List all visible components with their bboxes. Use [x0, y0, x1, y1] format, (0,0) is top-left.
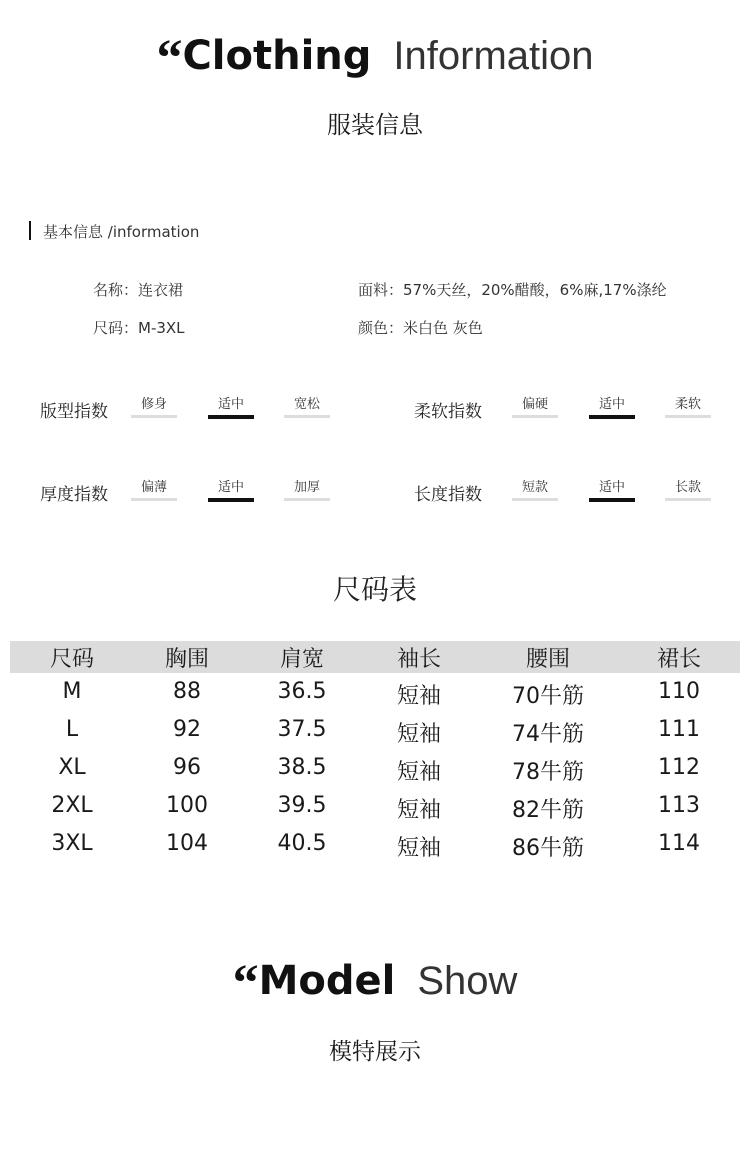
table-cell: 92 [173, 717, 201, 742]
table-cell: 短袖 [396, 836, 441, 861]
info-name: 名称：连衣裙 [93, 281, 184, 299]
index-line [131, 415, 177, 418]
index-title: 长度指数 [414, 485, 482, 505]
index-option: 长款 [674, 480, 701, 495]
index-selected-line [208, 415, 254, 419]
index-option: 柔软 [674, 397, 701, 412]
heading-bold-word: Model [258, 958, 396, 1004]
table-cell: 37.5 [277, 717, 327, 742]
index-line [131, 498, 177, 501]
table-cell: 104 [166, 831, 208, 856]
table-cell: 38.5 [277, 755, 327, 780]
table-cell: 112 [658, 755, 700, 780]
section-marker-bar [29, 221, 31, 240]
table-cell: 74牛筋 [512, 722, 584, 747]
index-title: 柔软指数 [414, 402, 482, 422]
table-cell: 96 [173, 755, 201, 780]
index-line [665, 415, 711, 418]
index-line [284, 498, 330, 501]
table-header-cell: 尺码 [49, 647, 94, 672]
model-heading [0, 955, 750, 1012]
index-option: 加厚 [293, 480, 320, 495]
index-option: 偏薄 [140, 480, 167, 495]
table-cell: 110 [658, 679, 700, 704]
table-cell: 70牛筋 [512, 684, 584, 709]
table-header-cell: 腰围 [525, 647, 570, 672]
table-cell: 40.5 [277, 831, 327, 856]
index-title: 厚度指数 [40, 485, 108, 505]
index-selected-line [589, 415, 635, 419]
table-cell: 3XL [51, 831, 93, 856]
clothing-subtitle: 服装信息 [327, 111, 423, 139]
table-header-cell: 裙长 [656, 647, 701, 672]
table-cell: 86牛筋 [512, 836, 584, 861]
table-header-cell: 胸围 [164, 647, 209, 672]
table-cell: 短袖 [396, 722, 441, 747]
table-cell: 39.5 [277, 793, 327, 818]
index-line [665, 498, 711, 501]
table-header-cell: 肩宽 [279, 647, 324, 672]
clothing-heading [0, 30, 750, 87]
size-table-title: 尺码表 [332, 573, 417, 606]
index-selected-line [208, 498, 254, 502]
index-option: 宽松 [293, 397, 320, 412]
table-cell: 114 [658, 831, 700, 856]
info-fabric: 面料：57%天丝，20%醋酸，6%麻,17%涤纶 [358, 281, 667, 299]
table-cell: L [65, 717, 79, 742]
table-cell: 111 [658, 717, 700, 742]
table-cell: 88 [173, 679, 201, 704]
basic-info-label: 基本信息 /information [43, 223, 200, 241]
model-subtitle: 模特展示 [329, 1039, 421, 1065]
index-option: 适中 [217, 480, 244, 495]
table-cell: 100 [166, 793, 208, 818]
heading-bold-word: Clothing [182, 33, 372, 79]
index-line [284, 415, 330, 418]
quote-mark: “ [232, 955, 259, 1012]
index-line [512, 498, 558, 501]
table-cell: 113 [658, 793, 700, 818]
table-cell: 短袖 [396, 760, 441, 785]
index-option: 短款 [521, 480, 548, 495]
table-cell: 2XL [51, 793, 93, 818]
index-option: 适中 [598, 397, 625, 412]
quote-mark: “ [156, 30, 183, 87]
table-cell: M [62, 679, 82, 704]
table-cell: 短袖 [396, 684, 441, 709]
index-option: 修身 [140, 397, 167, 412]
index-option: 适中 [598, 480, 625, 495]
info-color: 颜色：米白色 灰色 [358, 319, 483, 337]
table-header-cell: 袖长 [396, 647, 441, 672]
info-size: 尺码：M-3XL [93, 319, 185, 337]
index-selected-line [589, 498, 635, 502]
table-cell: 短袖 [396, 798, 441, 823]
heading-light-word: Information [393, 34, 594, 78]
index-title: 版型指数 [40, 402, 108, 422]
table-cell: 78牛筋 [512, 760, 584, 785]
index-option: 偏硬 [521, 397, 548, 412]
table-cell: 82牛筋 [512, 798, 584, 823]
heading-light-word: Show [417, 959, 518, 1003]
index-option: 适中 [217, 397, 244, 412]
table-cell: 36.5 [277, 679, 327, 704]
index-line [512, 415, 558, 418]
table-cell: XL [58, 755, 86, 780]
